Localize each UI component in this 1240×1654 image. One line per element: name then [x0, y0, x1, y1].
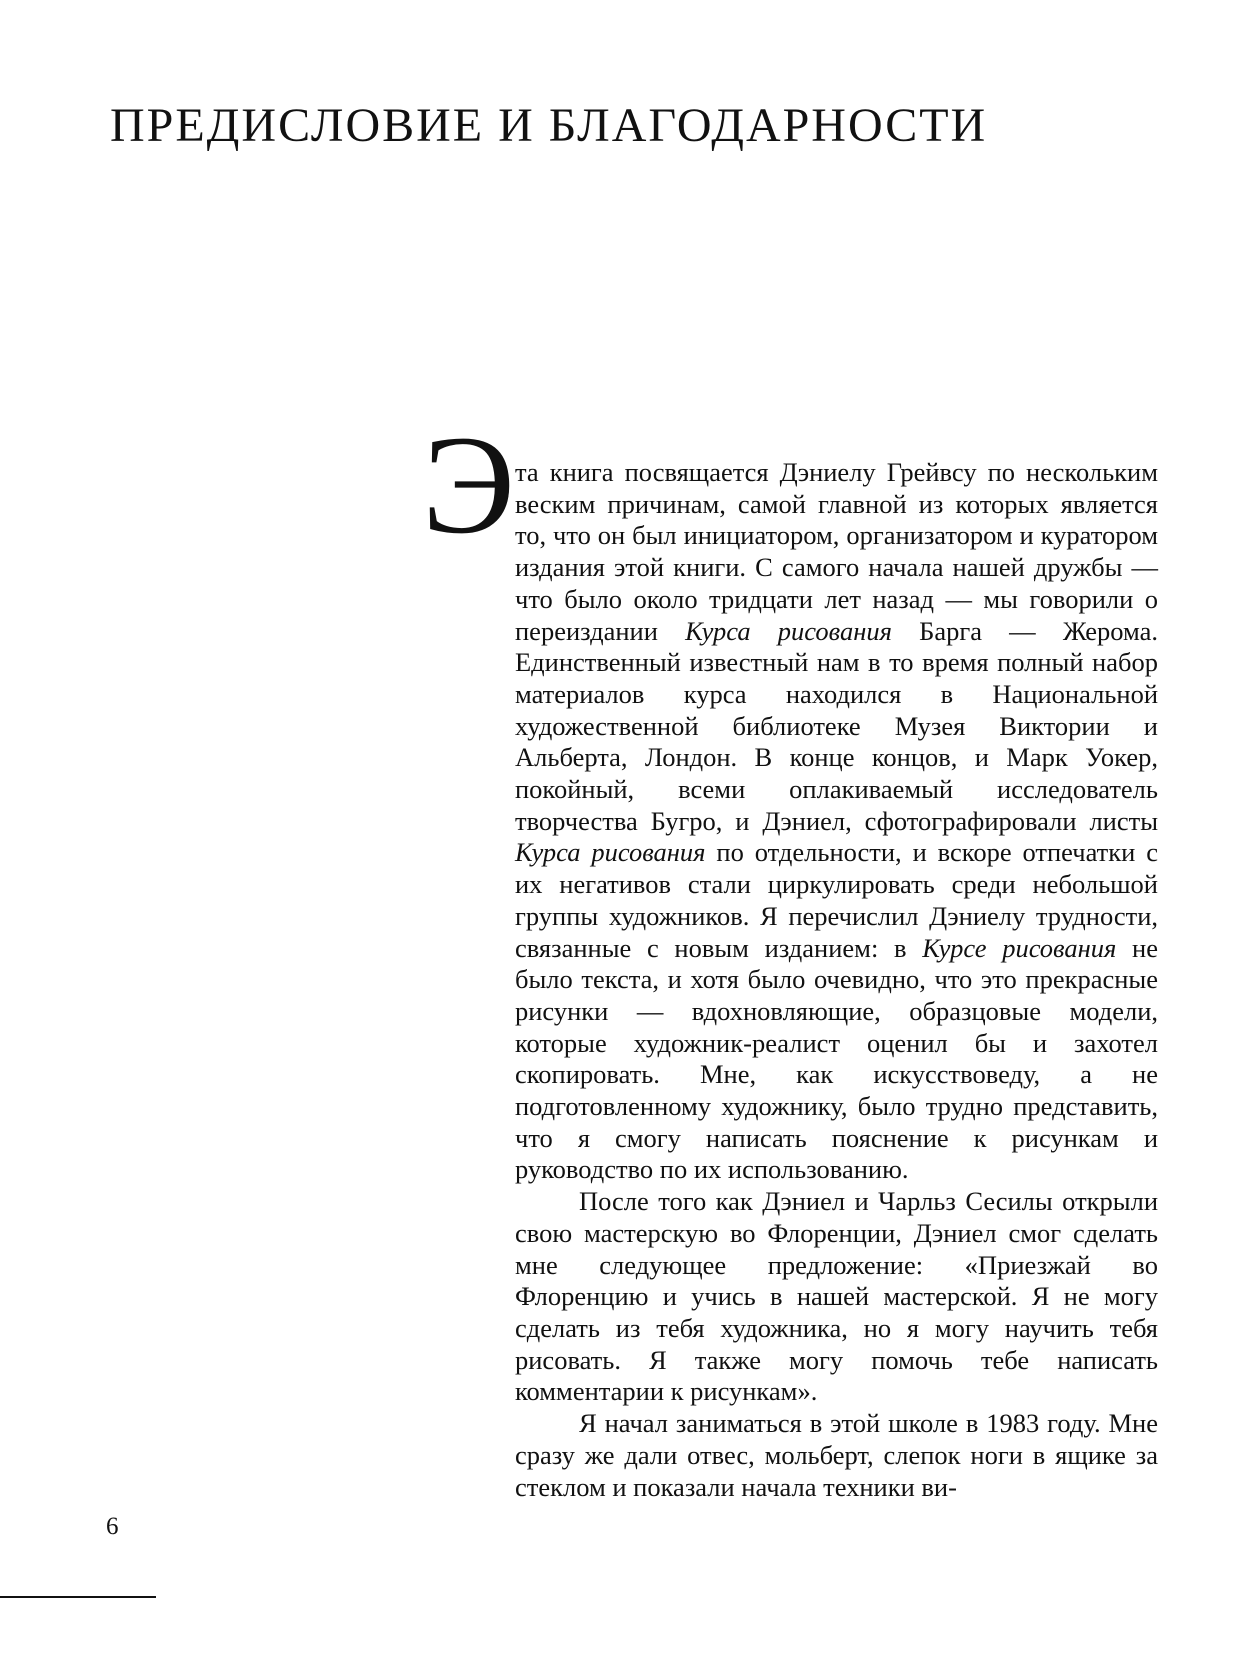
paragraph-1-text-3: по отдельности, и вскоре отпечатки с их негативов стали циркулировать среди небольшой группы художников. Я перечислил Дэниелу трудности, связанные с новым изданием: в [515, 837, 1158, 963]
paragraph-1 [515, 457, 1158, 1186]
footer-rule [0, 1596, 156, 1598]
paragraph-2: После того как Дэниел и Чарльз Сесилы открыли свою мастерскую во Флоренции, Дэниел смог сделать мне следующее предложение: «Приезжай во Флоренцию и учись в нашей мастерской. Я не могу сделать из тебя художника, но я могу научить тебя рисовать. Я также могу помочь тебе написать комментарии к рисункам». [515, 1186, 1158, 1407]
italic-title-2: Курса рисования [515, 837, 706, 868]
drop-cap: Э [422, 407, 516, 563]
paragraph-1-text-1: та книга посвящается Дэниелу Грейвсу по нескольким веским причинам, самой главной из которых является то, что он был инициатором, организатором и куратором издания этой книги. С самого начала нашей дружбы — что было около тридцати лет назад — мы говорили о переиздании [515, 457, 1158, 646]
body-text [422, 407, 1159, 1503]
page-title: ПРЕДИСЛОВИЕ И БЛАГОДАРНОСТИ [110, 99, 988, 152]
italic-title-1: Курса рисования [685, 615, 892, 646]
page-number: 6 [106, 1513, 119, 1540]
paragraph-3: Я начал заниматься в этой школе в 1983 году. Мне сразу же дали отвес, мольберт, слепок ноги в ящике за стеклом и показали начала техники ви- [515, 1408, 1158, 1502]
paragraph-1-text-2: Барга — Жерома. Единственный известный нам в то время полный набор материалов курса находился в Национальной художественной библиотеке Музея Виктории и Альберта, Лондон. В конце концов, и Марк Уокер, покойный, всеми оплакиваемый исследователь творчества Бугро, и Дэниел, сфотографировали листы [515, 615, 1159, 836]
italic-title-3: Курсе рисования [922, 932, 1117, 963]
paragraph-1-text-4: не было текста, и хотя было очевидно, что это прекрасные рисунки — вдохновляющие, образцовые модели, которые художник-реалист оценил бы и захотел скопировать. Мне, как искусствоведу, а не подготовленному художнику, было трудно представить, что я смогу написать пояснение к рисункам и руководство по их использованию. [515, 932, 1158, 1185]
